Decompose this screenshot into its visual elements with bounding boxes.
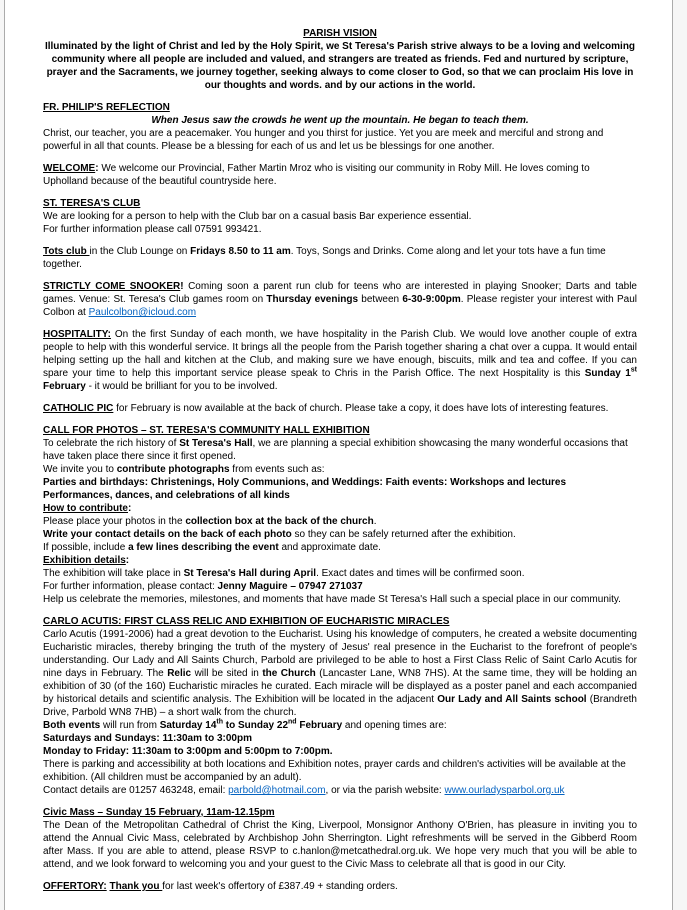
text-run: will be sited in bbox=[191, 668, 263, 679]
club-bar-text bbox=[43, 210, 637, 223]
text-run: between bbox=[358, 294, 403, 305]
tots-club-text bbox=[43, 245, 637, 271]
text-run: Christ, our teacher, you are a peacemaker. You hunger and you thirst for justice. Yet you are meek and merciful and strong and powerful in all that counts. Please be a blessing for each of us and let us be blessings for one another. bbox=[43, 128, 604, 152]
text-run: Write your contact details on the back of each photo bbox=[43, 529, 292, 540]
text-run: from events such as: bbox=[229, 464, 325, 475]
superscript: th bbox=[216, 718, 223, 726]
paragraph-spacer bbox=[43, 415, 637, 424]
text-run: Help us celebrate the memories, milestones, and moments that have made St Teresa's Hall such a special place in our community. bbox=[43, 594, 621, 605]
text-run: will run from bbox=[100, 720, 160, 731]
how-to-contribute-heading bbox=[43, 502, 637, 515]
text-run: and opening times are: bbox=[342, 720, 447, 731]
text-run: The Dean of the Metropolitan Cathedral of Christ the King, Liverpool, Monsignor Anthony O'Brien, has pleasure in inviting you to attend the Annual Civic Mass, celebrated by Archbishop John Sherrington. Light refreshments will be served in the Gibberd Room after Mass. If you are able to attend, please RSVP to c.hanlon@metcathedral.org.uk. We hope very much that you will be able to attend, and we look forward to welcoming you and your guest to the Civic Mass to celebrate all that is good in our City. bbox=[43, 820, 637, 870]
text-run: Saturdays and Sundays: 11:30am to 3:00pm bbox=[43, 733, 252, 744]
text-run: Please place your photos in the bbox=[43, 516, 186, 527]
text-run: Tots club bbox=[43, 246, 90, 257]
text-run: Monday to Friday: 11:30am to 3:00pm and 5:00pm to 7:00pm. bbox=[43, 746, 333, 757]
text-run: Thursday evenings bbox=[266, 294, 359, 305]
text-run: Our Lady and All Saints school bbox=[437, 694, 587, 705]
text-run: Illuminated by the light of Christ and led by the Holy Spirit, we St Teresa's Parish strive always to be a loving and welcoming community where all people are included and valued, and strangers are treated as friends. Fed and nurtured by scripture, prayer and the Sacraments, we journey together, seeking always to come closer to God, so that we can proclaim His love in our thoughts and words. and by our actions in the world. bbox=[44, 41, 636, 91]
both-events-dates bbox=[43, 719, 637, 732]
text-run bbox=[216, 720, 223, 731]
text-run: (Lancaster Lane, WN8 7HS). At the same time, they will be holding an exhibition of 30 (of the 160) Eucharistic miracles he curated. Each miracle will be displayed as a poster panel and each accompanied by historical details and scientific analysis. The Exhibition will be located in the adjacent bbox=[43, 668, 637, 705]
text-run: PARISH VISION bbox=[303, 28, 377, 39]
text-run: . Please register your interest with Paul Colbon at bbox=[43, 294, 637, 318]
text-run: We invite you to bbox=[43, 464, 117, 475]
text-run: for February is now available at the back of church. Please take a copy, it does have lots of interesting features. bbox=[113, 403, 609, 414]
text-run: a few lines describing the event bbox=[128, 542, 279, 553]
text-run: , we are planning a special exhibition showcasing the many wonderful occasions that have taken place there since it first opened. bbox=[43, 438, 628, 462]
text-run: Parties and birthdays: Christenings, Holy Communions, and Weddings: Faith events: Workshops and lectures bbox=[43, 477, 567, 488]
text-run: and approximate date. bbox=[278, 542, 381, 553]
text-run: : bbox=[125, 555, 130, 566]
superscript: st bbox=[630, 366, 637, 374]
exhibition-details-text bbox=[43, 567, 637, 580]
events-list-line2 bbox=[43, 489, 637, 502]
text-run: in the Club Lounge on bbox=[89, 246, 191, 257]
club-bar-contact bbox=[43, 223, 637, 236]
carlo-contact bbox=[43, 784, 637, 797]
opening-times-weekday bbox=[43, 745, 637, 758]
snooker-text bbox=[43, 280, 637, 319]
text-run: Both events bbox=[43, 720, 101, 731]
hospitality-text bbox=[43, 328, 637, 393]
text-run: - it would be brilliant for you to be involved. bbox=[85, 381, 278, 392]
text-run: the Church bbox=[262, 668, 316, 679]
text-run: STRICTLY COME SNOOKER bbox=[43, 281, 181, 292]
exhibition-details-heading bbox=[43, 554, 637, 567]
catholic-pic-text bbox=[43, 402, 637, 415]
text-run: . bbox=[373, 516, 377, 527]
fr-philips-reflection-heading bbox=[43, 101, 637, 114]
text-run: For further information please call 07591 993421. bbox=[43, 224, 262, 235]
hyperlink[interactable]: parbold@hotmail.com bbox=[228, 785, 326, 796]
text-run: Carlo Acutis (1991-2006) had a great devotion to the Eucharist. Using his knowledge of computers, he created a website documenting Eucharistic miracles, thereby bringing the truth of the mystery of Jesus' real presence in the Eucharist to the forefront of people's understanding. Our Lady and All Saints Church, Parbold are privileged to be able to host a First Class Relic of Saint Carlo Acutis for nine days in February. The bbox=[43, 629, 637, 679]
text-run: We are looking for a person to help with the Club bar on a casual basis Bar experience essential. bbox=[43, 211, 472, 222]
text-run: On the first Sunday of each month, we have hospitality in the Parish Club. We would love another couple of extra people to help with this wonderful service. It brings all the people from the Parish together sharing a chat over a cuppa. It would entail helping setting up the hall and kitchen at the Club, and making sure we have enough, biscuits, milk and tea and coffee. If you can spare your time to help this important service please speak to Chris in the Parish Office. The next Hospitality is this bbox=[43, 329, 637, 379]
text-run: Exhibition details bbox=[43, 555, 126, 566]
text-run: 6-30-9:00pm bbox=[402, 294, 461, 305]
text-run: . Toys, Songs and Drinks. Come along and let your tots have a fun time together. bbox=[43, 246, 606, 270]
text-run: ST. TERESA'S CLUB bbox=[43, 198, 141, 209]
paragraph-spacer bbox=[43, 236, 637, 245]
offertory-text bbox=[43, 880, 637, 893]
civic-mass-text bbox=[43, 819, 637, 871]
hyperlink[interactable]: Paulcolbon@icloud.com bbox=[88, 307, 197, 318]
events-list-line1 bbox=[43, 476, 637, 489]
call-for-photos-heading bbox=[43, 424, 637, 437]
text-run: February bbox=[43, 381, 86, 392]
newsletter-page bbox=[4, 0, 673, 910]
text-run: : bbox=[95, 163, 99, 174]
carlo-acutis-text bbox=[43, 628, 637, 719]
text-run: for last week's offertory of £387.49 + standing orders. bbox=[162, 881, 398, 892]
text-run: : bbox=[128, 503, 132, 514]
text-run: . Exact dates and times will be confirmed soon. bbox=[316, 568, 525, 579]
text-run bbox=[631, 368, 637, 379]
text-run: (Brandreth Drive, Parbold WN8 7HB) – a short walk from the church. bbox=[43, 694, 637, 718]
text-run: Fridays 8.50 to 11 am bbox=[190, 246, 291, 257]
text-run: to Sunday 22 bbox=[223, 720, 289, 731]
text-run: To celebrate the rich history of bbox=[43, 438, 180, 449]
text-run: Sunday 1 bbox=[584, 368, 631, 379]
text-run: Saturday 14 bbox=[159, 720, 217, 731]
text-run: CARLO ACUTIS: FIRST CLASS RELIC AND EXHIBITION OF EUCHARISTIC MIRACLES bbox=[43, 616, 450, 627]
paragraph-spacer bbox=[43, 393, 637, 402]
contribute-step2 bbox=[43, 528, 637, 541]
text-run: contribute photographs bbox=[116, 464, 230, 475]
text-run: The exhibition will take place in bbox=[43, 568, 184, 579]
contribute-step3 bbox=[43, 541, 637, 554]
text-run: CATHOLIC PIC bbox=[43, 403, 114, 414]
text-run: Contact details are 01257 463248, email: bbox=[43, 785, 229, 796]
reflection-text bbox=[43, 127, 637, 153]
text-run: Coming soon a parent run club for teens who are interested in playing Snooker; Darts and table games. Venue: St. Teresa's Club games room on bbox=[43, 281, 637, 305]
text-run: Thank you bbox=[109, 881, 163, 892]
text-run: February bbox=[296, 720, 343, 731]
reflection-quote bbox=[43, 114, 637, 127]
text-run: There is parking and accessibility at both locations and Exhibition notes, prayer cards and children's activities will be available at the exhibition. (All children must be accompanied by an adult). bbox=[43, 759, 626, 783]
text-run: St Teresa's Hall bbox=[179, 438, 253, 449]
text-run: HOSPITALITY: bbox=[43, 329, 111, 340]
text-run: Civic Mass – Sunday 15 February, 11am-12.15pm bbox=[43, 807, 275, 818]
carlo-acutis-heading bbox=[43, 615, 637, 628]
text-run: Jenny Maguire – 07947 271037 bbox=[217, 581, 363, 592]
paragraph-spacer bbox=[43, 92, 637, 101]
welcome-text bbox=[43, 162, 637, 188]
paragraph-spacer bbox=[43, 188, 637, 197]
paragraph-spacer bbox=[43, 271, 637, 280]
exhibition-contact bbox=[43, 580, 637, 593]
text-run: How to contribute bbox=[43, 503, 128, 514]
text-run: so they can be safely returned after the exhibition. bbox=[291, 529, 516, 540]
parish-vision-text bbox=[43, 40, 637, 92]
contribute-invite bbox=[43, 463, 637, 476]
paragraph-spacer bbox=[43, 319, 637, 328]
exhibition-closing bbox=[43, 593, 637, 606]
text-run: St Teresa's Hall during April bbox=[183, 568, 317, 579]
text-run: WELCOME bbox=[43, 163, 96, 174]
opening-times-weekend bbox=[43, 732, 637, 745]
contribute-step1 bbox=[43, 515, 637, 528]
call-for-photos-intro bbox=[43, 437, 637, 463]
paragraph-spacer bbox=[43, 606, 637, 615]
text-run: Performances, dances, and celebrations of all kinds bbox=[43, 490, 290, 501]
text-run: ! bbox=[180, 281, 184, 292]
text-run: For further information, please contact: bbox=[43, 581, 218, 592]
text-run: OFFERTORY: bbox=[43, 881, 107, 892]
parish-vision-title bbox=[43, 27, 637, 40]
hyperlink[interactable]: www.ourladysparbol.org.uk bbox=[444, 785, 565, 796]
text-run: When Jesus saw the crowds he went up the mountain. He began to teach them. bbox=[151, 115, 529, 126]
paragraph-spacer bbox=[43, 797, 637, 806]
text-run: Relic bbox=[167, 668, 192, 679]
text-run: FR. PHILIP'S REFLECTION bbox=[43, 102, 170, 113]
text-run: collection box at the back of the church bbox=[185, 516, 374, 527]
paragraph-spacer bbox=[43, 871, 637, 880]
text-run bbox=[288, 720, 297, 731]
text-run: If possible, include bbox=[43, 542, 129, 553]
text-run: CALL FOR PHOTOS – ST. TERESA'S COMMUNITY HALL EXHIBITION bbox=[43, 425, 370, 436]
text-run: , or via the parish website: bbox=[325, 785, 445, 796]
document-body bbox=[43, 27, 637, 893]
parking-note bbox=[43, 758, 637, 784]
st-teresas-club-heading bbox=[43, 197, 637, 210]
superscript: nd bbox=[288, 718, 297, 726]
paragraph-spacer bbox=[43, 153, 637, 162]
civic-mass-heading bbox=[43, 806, 637, 819]
text-run: We welcome our Provincial, Father Martin Mroz who is visiting our community in Roby Mill. He loves coming to Upholland because of the beautiful countryside here. bbox=[43, 163, 590, 187]
